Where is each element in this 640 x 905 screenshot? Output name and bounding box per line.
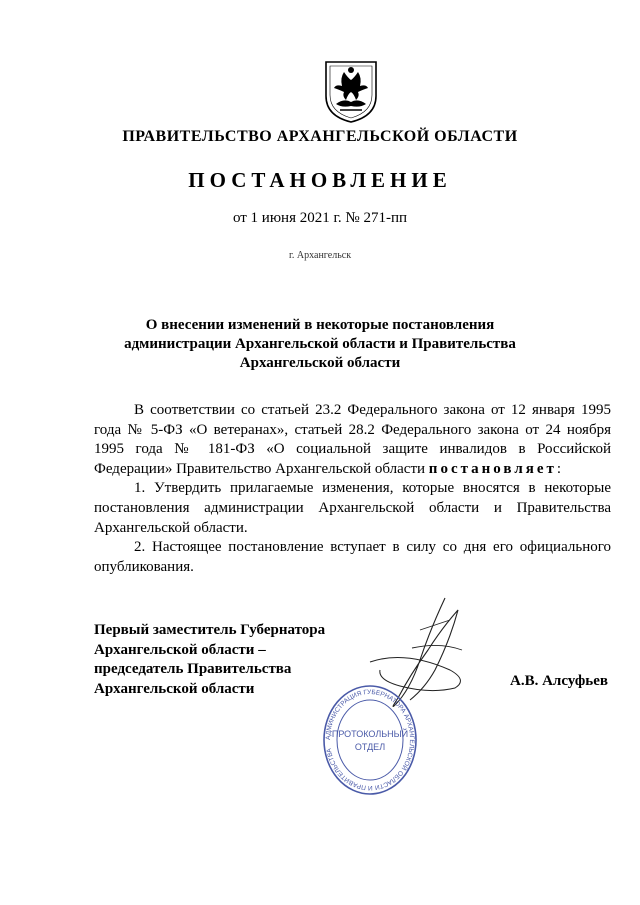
document-city: г. Архангельск [288,250,352,261]
stamp-ring-text: АДМИНИСТРАЦИЯ ГУБЕРНАТОРА АРХАНГЕЛЬСКОЙ ОБЛАСТИ И ПРАВИТЕЛЬСТВА [324,688,416,792]
signer-name: А.В. Алсуфьев [510,673,608,689]
document-body [94,401,611,577]
stamp-inner-text: ОТДЕЛ [354,742,386,752]
subject-line: Архангельской области [239,355,401,371]
resolves-colon: : [556,460,562,477]
signer-line: Архангельской области [94,680,255,697]
signer-line: Первый заместитель Губернатора [94,622,326,638]
item-paragraph: 2. Настоящее постановление вступает в силу со дня его официального опубликования. [94,539,611,575]
official-stamp [320,680,420,800]
resolves-word: постановляет [428,460,557,477]
signer-line: Архангельской области – [94,641,266,658]
stamp-inner-text: ПРОТОКОЛЬНЫЙ [331,729,409,739]
document-type-title: ПОСТАНОВЛЕНИЕ [188,168,452,192]
coat-of-arms-icon [322,58,380,124]
subject-line: администрации Архангельской области и Правительства [124,336,516,352]
signer-line: председатель Правительства [94,661,292,677]
item-paragraph: 1. Утвердить прилагаемые изменения, которые вносятся в некоторые постановления администрации Архангельской области и Правительства Архангельской области. [94,480,611,536]
signer-title [94,621,354,699]
document-date-number: от 1 июня 2021 г. № 271-пп [232,210,408,226]
preamble-paragraph [94,401,611,479]
subject-line: О внесении изменений в некоторые постановления [145,317,495,333]
preamble-text: В соответствии со статьей 23.2 Федерального закона от 12 января 1995 года № 5-ФЗ «О ветеранах», статьей 28.2 Федерального закона от 24 ноября 1995 года № 181-ФЗ «О социальной защите инвалидов в Российской Федерации» Правительство Архангельской области [94,402,611,477]
government-title: ПРАВИТЕЛЬСТВО АРХАНГЕЛЬСКОЙ ОБЛАСТИ [122,128,518,145]
document-subject [120,316,520,373]
